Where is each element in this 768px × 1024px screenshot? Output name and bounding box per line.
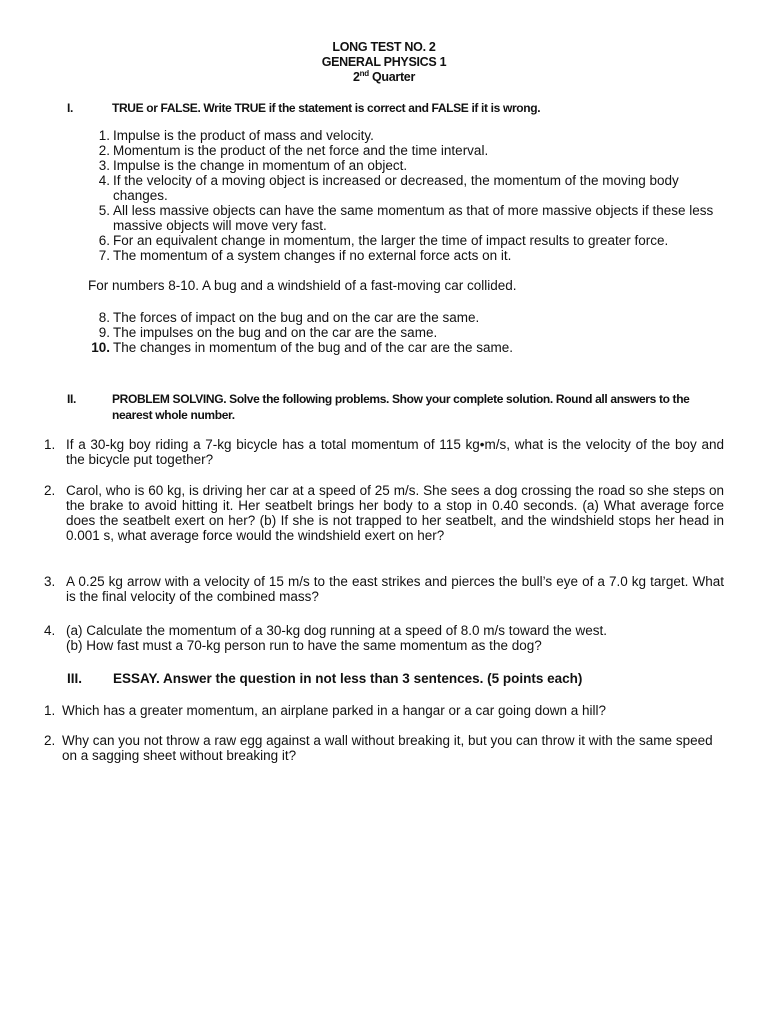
list-item: 4. If the velocity of a moving object is increased or decreased, the momentum of the moving body changes. (98, 173, 679, 203)
list-item: 8. The forces of impact on the bug and on the car are the same. (98, 310, 480, 325)
list-item: 5. All less massive objects can have the same momentum as that of more massive objects if these less massive objects will move very fast. (98, 203, 714, 233)
section-2-heading (67, 391, 747, 423)
essay-question-2: 2. Why can you not throw a raw egg against a wall without breaking it, but you can throw it with the same speed on a sagging sheet without breaking it? (44, 733, 713, 763)
section-numeral: II. (67, 392, 76, 406)
list-item: 1. Impulse is the product of mass and velocity. (98, 128, 374, 143)
test-title: LONG TEST NO. 2 (332, 40, 436, 54)
document-header (0, 40, 768, 85)
list-item: 9. The impulses on the bug and on the car are the same. (98, 325, 438, 340)
section-title: ESSAY. Answer the question in not less than 3 sentences. (5 points each) (113, 671, 583, 686)
subject-title: GENERAL PHYSICS 1 (321, 55, 447, 69)
problem-1: 1. If a 30-kg boy riding a 7-kg bicycle has a total momentum of 115 kg•m/s, what is the velocity of the boy and the bicycle put together? (44, 437, 724, 467)
problem-2: 2. Carol, who is 60 kg, is driving her car at a speed of 25 m/s. She sees a dog crossing the road so she steps on the brake to avoid hitting it. Her seatbelt brings her body to a stop in 0.40 seconds. (a) What average force does the seatbelt exert on her? (b) If she is not trapped to her seatbelt, and the windshield stops her head in 0.001 s, what average force would the windshield exert on her? (44, 483, 724, 543)
section-title: PROBLEM SOLVING. Solve the following problems. Show your complete solution. Round all answers to the nearest whole number. (112, 392, 690, 422)
quarter-label: 2nd Quarter (352, 68, 416, 84)
problem-3: 3. A 0.25 kg arrow with a velocity of 15 m/s to the east strikes and pierces the bull’s eye of a 7.0 kg target. What is the final velocity of the combined mass? (44, 574, 724, 604)
section-numeral: I. (67, 101, 73, 115)
essay-question-1: 1. Which has a greater momentum, an airplane parked in a hangar or a car going down a hill? (44, 703, 607, 718)
list-item: 10. The changes in momentum of the bug and of the car are the same. (91, 340, 513, 355)
list-item: 7. The momentum of a system changes if no external force acts on it. (98, 248, 512, 263)
list-item: 3. Impulse is the change in momentum of an object. (98, 158, 408, 173)
instruction-note: For numbers 8-10. A bug and a windshield of a fast-moving car collided. (88, 278, 517, 293)
list-item: 6. For an equivalent change in momentum, the larger the time of impact results to greater force. (98, 233, 669, 248)
true-false-list (88, 128, 728, 355)
problem-4-part-a: (a) Calculate the momentum of a 30-kg dog running at a speed of 8.0 m/s toward the west. (66, 623, 608, 638)
section-numeral: III. (67, 671, 83, 686)
section-title: TRUE or FALSE. Write TRUE if the statement is correct and FALSE if it is wrong. (112, 101, 541, 115)
list-item: 2. Momentum is the product of the net force and the time interval. (98, 143, 489, 158)
problem-4-part-b: (b) How fast must a 70-kg person run to have the same momentum as the dog? (66, 638, 542, 653)
section-1-heading (67, 100, 747, 116)
problem-4: 4. (a) Calculate the momentum of a 30-kg dog running at a speed of 8.0 m/s toward the west. (b) How fast must a 70-kg person run to have the same momentum as the dog? (44, 623, 724, 653)
